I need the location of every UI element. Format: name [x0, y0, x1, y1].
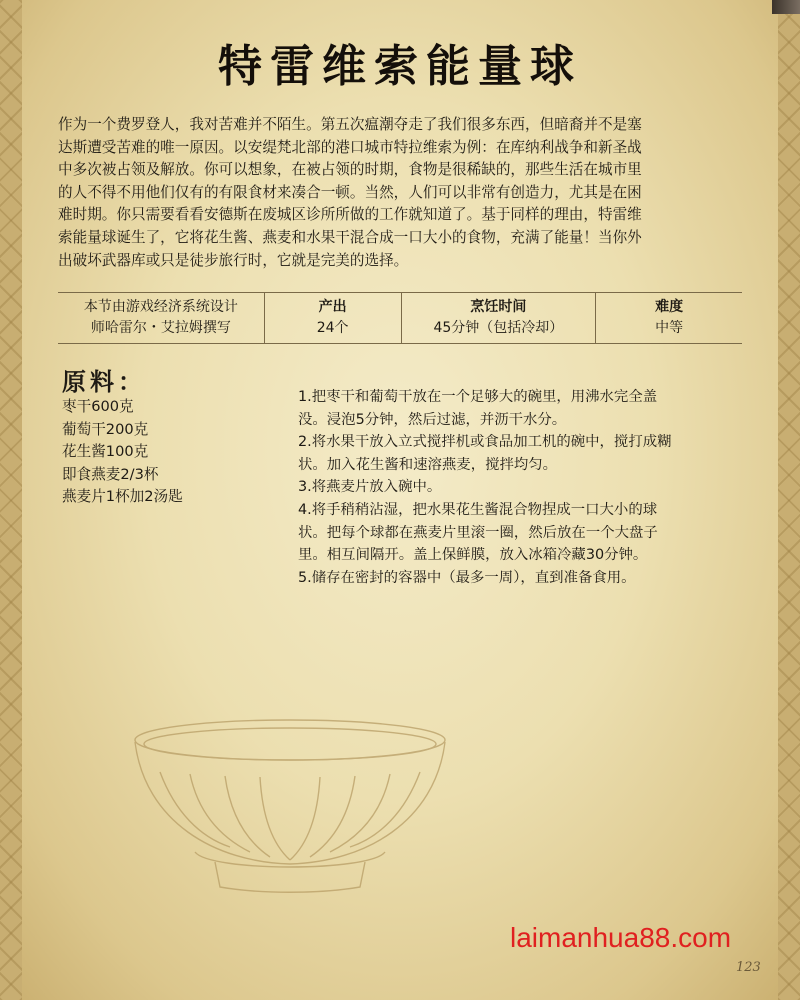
instruction-line: 里。相互间隔开。盖上保鲜膜，放入冰箱冷藏30分钟。	[298, 547, 648, 564]
instruction-line: 2.将水果干放入立式搅拌机或食品加工机的碗中，搅打成糊	[298, 434, 672, 451]
corner-mark	[772, 0, 800, 14]
instruction-line: 3.将燕麦片放入碗中。	[298, 479, 442, 496]
time-cell	[401, 293, 596, 343]
time-value: 45分钟（包括冷却）	[433, 320, 564, 336]
left-ornamental-border	[0, 0, 22, 1000]
yield-value: 24个	[316, 320, 349, 336]
difficulty-label: 难度	[655, 299, 684, 315]
credit-line: 本节由游戏经济系统设计	[83, 299, 238, 315]
intro-line: 索能量球诞生了，它将花生酱、燕麦和水果干混合成一口大小的食物，充满了能量！当你外	[58, 228, 642, 246]
ingredients-list	[62, 396, 262, 509]
site-watermark: laimanhua88.com	[510, 922, 732, 953]
ingredient-item: 燕麦片1杯加2汤匙	[62, 488, 183, 506]
instructions-list	[298, 386, 728, 589]
instruction-line: 1.把枣干和葡萄干放在一个足够大的碗里，用沸水完全盖	[298, 389, 658, 405]
page-number: 123	[736, 960, 761, 975]
time-label: 烹饪时间	[470, 299, 527, 315]
bowl-illustration	[120, 712, 460, 902]
instruction-line: 状。把每个球都在燕麦片里滚一圈，然后放在一个大盘子	[298, 524, 658, 541]
ingredient-item: 即食燕麦2/3杯	[62, 465, 159, 483]
difficulty-value: 中等	[655, 320, 684, 336]
credit-cell	[58, 293, 264, 343]
recipe-info-table	[58, 292, 742, 344]
intro-line: 达斯遭受苦难的唯一原因。以安缇梵北部的港口城市特拉维索为例：在库纳利战争和新圣战	[58, 138, 642, 156]
credit-line: 师哈雷尔・艾拉姆撰写	[90, 320, 231, 336]
intro-line: 的人不得不用他们仅有的有限食材来凑合一顿。当然，人们可以非常有创造力，尤其是在困	[58, 183, 642, 201]
yield-cell	[264, 293, 401, 343]
intro-line: 作为一个费罗登人，我对苦难并不陌生。第五次瘟潮夺走了我们很多东西，但暗裔并不是塞	[58, 116, 642, 133]
page-title: 特雷维索能量球	[218, 41, 582, 92]
ingredient-item: 枣干600克	[62, 398, 134, 415]
intro-paragraph	[58, 114, 744, 272]
ingredient-item: 花生酱100克	[62, 443, 149, 461]
intro-line: 难时期。你只需要看看安德斯在废城区诊所所做的工作就知道了。基于同样的理由，特雷维	[58, 206, 642, 224]
instruction-line: 5.储存在密封的容器中（最多一周），直到准备食用。	[298, 569, 636, 586]
ingredients-heading: 原料：	[62, 367, 146, 396]
yield-label: 产出	[318, 299, 347, 315]
difficulty-cell	[595, 293, 742, 343]
ingredient-item: 葡萄干200克	[62, 420, 149, 438]
instruction-line: 状。加入花生酱和速溶燕麦，搅拌均匀。	[298, 456, 558, 473]
intro-line: 中多次被占领及解放。你可以想象，在被占领的时期，食物是很稀缺的，那些生活在城市里	[58, 161, 642, 179]
intro-line: 出破坏武器库或只是徒步旅行时，它就是完美的选择。	[58, 251, 409, 269]
right-ornamental-border	[778, 0, 800, 1000]
instruction-line: 4.将手稍稍沾湿，把水果花生酱混合物捏成一口大小的球	[298, 501, 658, 518]
instruction-line: 没。浸泡5分钟，然后过滤，并沥干水分。	[298, 411, 567, 428]
